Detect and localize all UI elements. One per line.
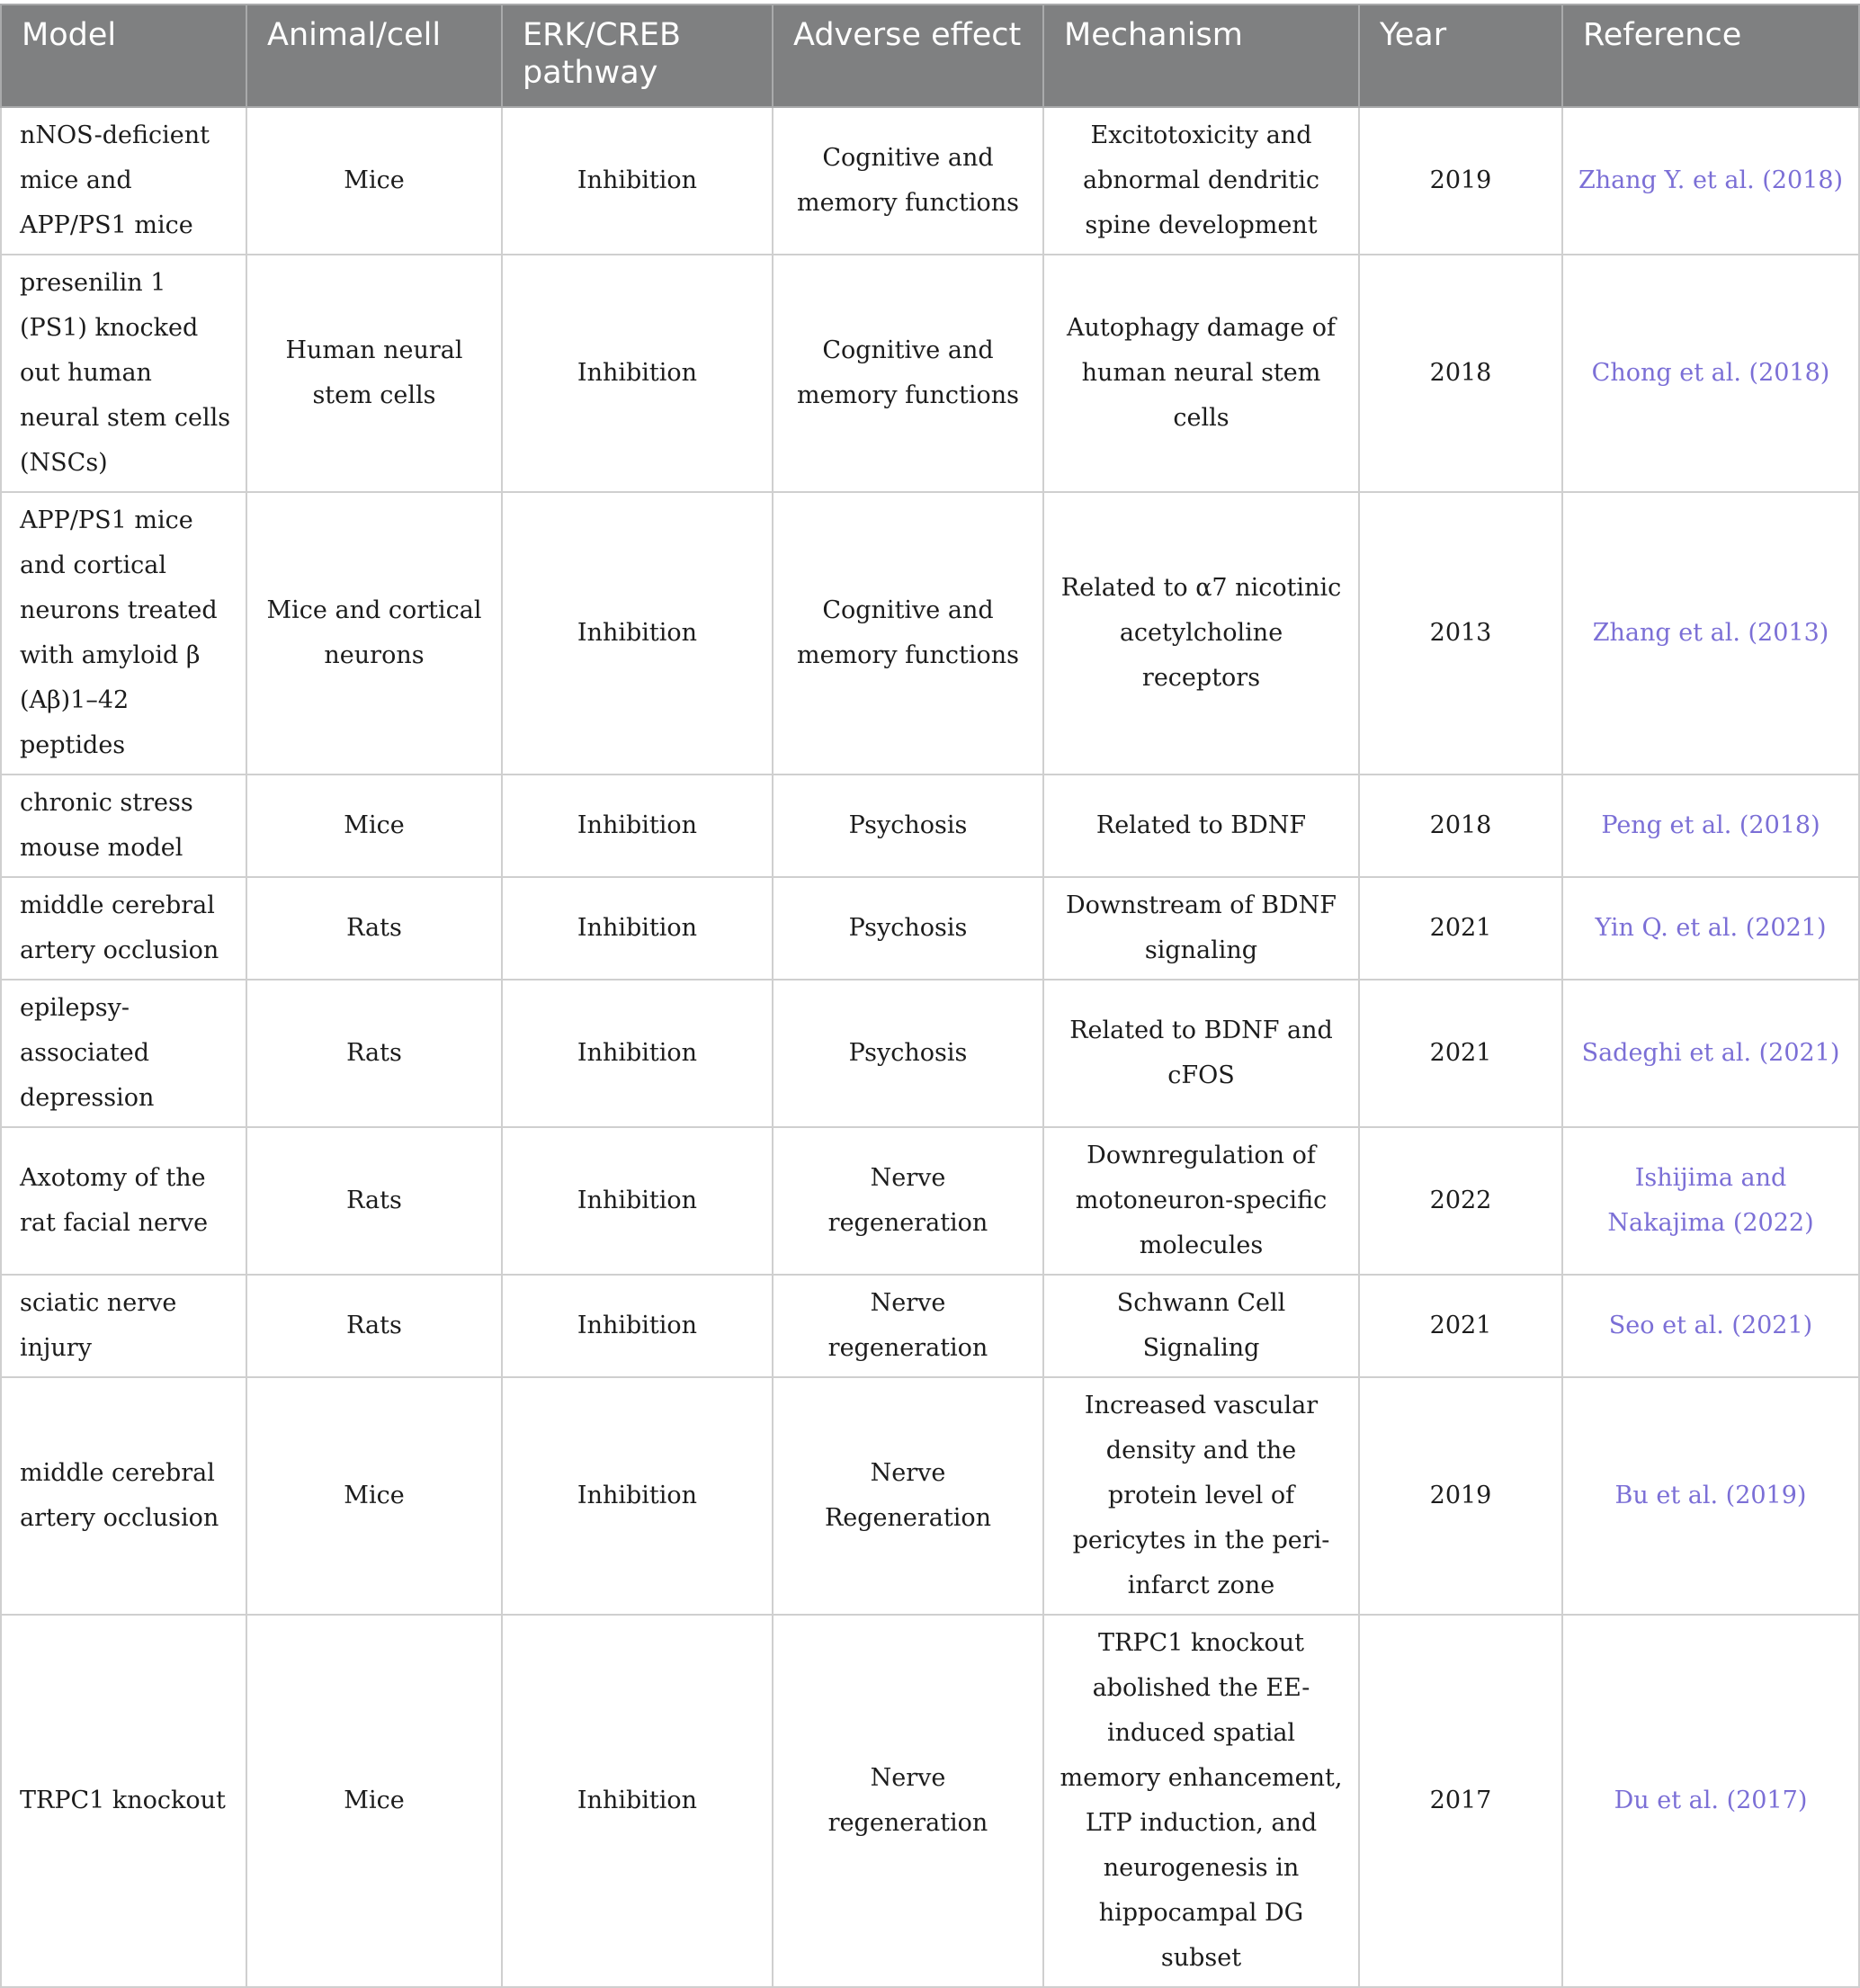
cell-model: middle cerebral artery occlusion <box>1 1377 246 1615</box>
cell-pathway: Inhibition <box>502 980 773 1127</box>
cell-mechanism: Related to BDNF and cFOS <box>1043 980 1359 1127</box>
cell-effect: Psychosis <box>773 980 1043 1127</box>
reference-link[interactable]: Zhang Y. et al. (2018) <box>1562 107 1859 255</box>
cell-model: epilepsy-associated depression <box>1 980 246 1127</box>
table-body <box>1 107 1859 1987</box>
cell-model: nNOS-deficient mice and APP/PS1 mice <box>1 107 246 255</box>
table-row <box>1 980 1859 1127</box>
cell-mechanism: Related to BDNF <box>1043 775 1359 877</box>
reference-link[interactable]: Yin Q. et al. (2021) <box>1562 877 1859 980</box>
header-animal-cell: Animal/cell <box>246 4 502 107</box>
header-model: Model <box>1 4 246 107</box>
cell-year: 2018 <box>1359 775 1562 877</box>
table-row <box>1 107 1859 255</box>
cell-effect: Nerve Regeneration <box>773 1377 1043 1615</box>
cell-year: 2021 <box>1359 980 1562 1127</box>
reference-link[interactable]: Zhang et al. (2013) <box>1562 492 1859 775</box>
cell-pathway: Inhibition <box>502 877 773 980</box>
cell-model: sciatic nerve injury <box>1 1275 246 1377</box>
table-row <box>1 492 1859 775</box>
cell-mechanism: Autophagy damage of human neural stem cells <box>1043 255 1359 492</box>
reference-link[interactable]: Bu et al. (2019) <box>1562 1377 1859 1615</box>
cell-mechanism: Related to α7 nicotinic acetylcholine receptors <box>1043 492 1359 775</box>
cell-year: 2017 <box>1359 1615 1562 1987</box>
header-erk-creb-pathway: ERK/CREB pathway <box>502 4 773 107</box>
cell-year: 2019 <box>1359 107 1562 255</box>
cell-model: chronic stress mouse model <box>1 775 246 877</box>
reference-link[interactable]: Ishijima and Nakajima (2022) <box>1562 1127 1859 1275</box>
cell-pathway: Inhibition <box>502 255 773 492</box>
cell-mechanism: Excitotoxicity and abnormal dendritic spine development <box>1043 107 1359 255</box>
header-year: Year <box>1359 4 1562 107</box>
table-row <box>1 1615 1859 1987</box>
table-row <box>1 1275 1859 1377</box>
cell-pathway: Inhibition <box>502 107 773 255</box>
header-reference: Reference <box>1562 4 1859 107</box>
table-header <box>1 4 1859 107</box>
cell-mechanism: Increased vascular density and the protein level of pericytes in the peri-infarct zone <box>1043 1377 1359 1615</box>
reference-link[interactable]: Peng et al. (2018) <box>1562 775 1859 877</box>
cell-model: presenilin 1 (PS1) knocked out human neural stem cells (NSCs) <box>1 255 246 492</box>
reference-link[interactable]: Du et al. (2017) <box>1562 1615 1859 1987</box>
cell-animal: Rats <box>246 1127 502 1275</box>
cell-pathway: Inhibition <box>502 492 773 775</box>
header-mechanism: Mechanism <box>1043 4 1359 107</box>
reference-link[interactable]: Seo et al. (2021) <box>1562 1275 1859 1377</box>
cell-effect: Cognitive and memory functions <box>773 492 1043 775</box>
cell-model: TRPC1 knockout <box>1 1615 246 1987</box>
reference-link[interactable]: Chong et al. (2018) <box>1562 255 1859 492</box>
cell-mechanism: TRPC1 knockout abolished the EE-induced spatial memory enhancement, LTP induction, and neurogenesis in hippocampal DG subset <box>1043 1615 1359 1987</box>
cell-pathway: Inhibition <box>502 775 773 877</box>
cell-animal: Mice <box>246 1615 502 1987</box>
cell-pathway: Inhibition <box>502 1127 773 1275</box>
cell-animal: Mice and cortical neurons <box>246 492 502 775</box>
cell-year: 2018 <box>1359 255 1562 492</box>
cell-model: APP/PS1 mice and cortical neurons treated with amyloid β (Aβ)1–42 peptides <box>1 492 246 775</box>
cell-mechanism: Schwann Cell Signaling <box>1043 1275 1359 1377</box>
cell-year: 2022 <box>1359 1127 1562 1275</box>
cell-pathway: Inhibition <box>502 1615 773 1987</box>
table-row <box>1 877 1859 980</box>
cell-animal: Mice <box>246 1377 502 1615</box>
cell-effect: Psychosis <box>773 775 1043 877</box>
table-row <box>1 1377 1859 1615</box>
header-row <box>1 4 1859 107</box>
cell-animal: Rats <box>246 980 502 1127</box>
cell-year: 2021 <box>1359 877 1562 980</box>
cell-mechanism: Downstream of BDNF signaling <box>1043 877 1359 980</box>
cell-animal: Human neural stem cells <box>246 255 502 492</box>
table-row <box>1 775 1859 877</box>
cell-effect: Psychosis <box>773 877 1043 980</box>
cell-year: 2019 <box>1359 1377 1562 1615</box>
cell-year: 2013 <box>1359 492 1562 775</box>
data-table <box>0 4 1860 1988</box>
table-row <box>1 1127 1859 1275</box>
header-adverse-effect: Adverse effect <box>773 4 1043 107</box>
cell-pathway: Inhibition <box>502 1377 773 1615</box>
reference-link[interactable]: Sadeghi et al. (2021) <box>1562 980 1859 1127</box>
cell-animal: Rats <box>246 1275 502 1377</box>
table-container <box>0 4 1860 1988</box>
cell-effect: Cognitive and memory functions <box>773 255 1043 492</box>
cell-pathway: Inhibition <box>502 1275 773 1377</box>
cell-animal: Rats <box>246 877 502 980</box>
cell-effect: Nerve regeneration <box>773 1615 1043 1987</box>
cell-animal: Mice <box>246 107 502 255</box>
cell-effect: Nerve regeneration <box>773 1127 1043 1275</box>
cell-mechanism: Downregulation of motoneuron-specific molecules <box>1043 1127 1359 1275</box>
cell-animal: Mice <box>246 775 502 877</box>
cell-effect: Cognitive and memory functions <box>773 107 1043 255</box>
cell-effect: Nerve regeneration <box>773 1275 1043 1377</box>
cell-year: 2021 <box>1359 1275 1562 1377</box>
table-row <box>1 255 1859 492</box>
cell-model: middle cerebral artery occlusion <box>1 877 246 980</box>
cell-model: Axotomy of the rat facial nerve <box>1 1127 246 1275</box>
